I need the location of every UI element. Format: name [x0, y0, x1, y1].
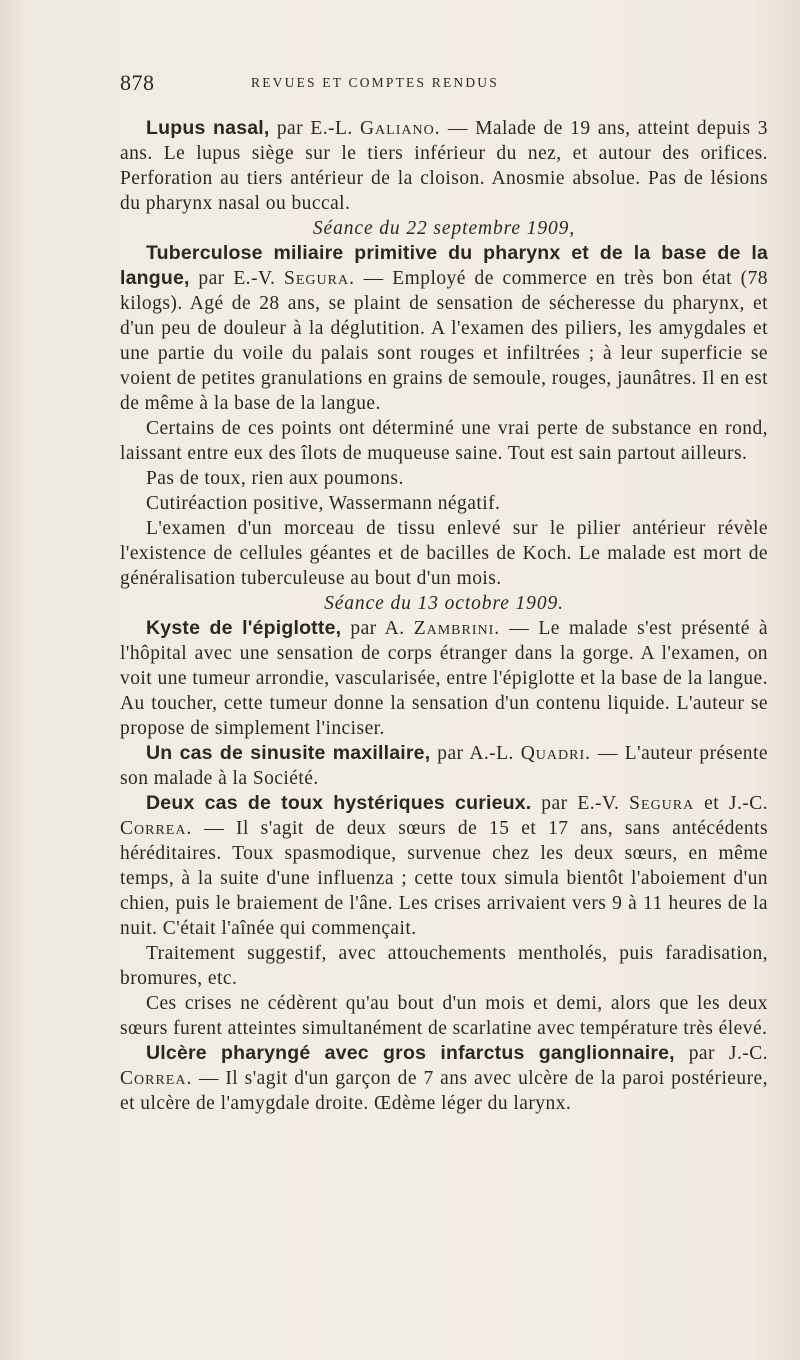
page-body — [120, 116, 768, 1116]
entry-author-prefix: par A.-L. — [437, 743, 514, 764]
entry-text: — Le malade s'est présenté à l'hôpital avec une sensation de corps étranger dans la gorge. A l'examen, on voit une tumeur arrondie, vascularisée, entre l'épiglotte et la base de la langue. Au toucher, cette tumeur donne la sensation d'un contenu liquide. L'auteur se propose de simplement l'inciser. — [120, 618, 769, 739]
page-number: 878 — [120, 70, 155, 95]
page-header — [120, 70, 770, 98]
entry-author: Segura — [629, 793, 695, 814]
entry-tuberculose — [120, 241, 768, 416]
entry-toux — [120, 791, 768, 941]
entry-author-prefix: par A. — [350, 618, 405, 639]
entry-ulcere — [120, 1041, 768, 1116]
paragraph: Traitement suggestif, avec attouchements mentholés, puis faradisation, bromures, etc. — [120, 943, 768, 989]
entry-author-prefix: par E.-V. — [541, 793, 620, 814]
entry-title: Tuberculose miliaire primitive du pharynx et de la base de la langue, — [120, 242, 768, 289]
entry-title: Deux cas de toux hystériques curieux. — [146, 792, 532, 814]
paragraph: Certains de ces points ont déterminé une vrai perte de substance en rond, laissant entre eux des îlots de muqueuse saine. Tout est sain partout ailleurs. — [120, 418, 768, 464]
entry-author: Quadri. — [520, 743, 592, 764]
session-heading: Séance du 13 octobre 1909. — [324, 593, 564, 614]
entry-author: Segura. — [284, 268, 355, 289]
paragraph: L'examen d'un morceau de tissu enlevé sur le pilier antérieur révèle l'existence de cellules géantes et de bacilles de Koch. Le malade est mort de généralisation tuberculeuse au bout d'un mois. — [120, 518, 768, 589]
entry-author-prefix: par J.-C. — [688, 1043, 768, 1064]
entry-author-prefix: par E.-L. — [276, 118, 353, 139]
entry-text: — Employé de commerce en très bon état (78 kilogs). Agé de 28 ans, se plaint de sensation de sécheresse du pharynx, et d'un peu de douleur à la déglutition. A l'examen des piliers, les amygdales et une partie du voile du palais sont rouges et infiltrées ; à leur superficie se voient de petites granulations en grains de semoule, rouges, jaunâtres. Il en est de même à la base de la langue. — [120, 268, 768, 414]
entry-author-prefix: par E.-V. — [198, 268, 276, 289]
entry-kyste — [120, 616, 768, 741]
entry-title: Kyste de l'épiglotte, — [146, 617, 342, 639]
entry-author: Zambrini. — [413, 618, 501, 639]
entry-text: — L'auteur présente son malade à la Société. — [120, 743, 768, 789]
entry-text: — Malade de 19 ans, atteint depuis 3 ans. Le lupus siège sur le tiers inférieur du nez, et autour des orifices. Perforation au tiers antérieur de la cloison. Anosmie absolue. Pas de lésions du pharynx nasal ou buccal. — [120, 118, 768, 214]
entry-title: Un cas de sinusite maxillaire, — [146, 742, 431, 764]
entry-title: Lupus nasal, — [146, 117, 270, 139]
entry-text: — Il s'agit de deux sœurs de 15 et 17 ans, sans antécédents héréditaires. Toux spasmodique, survenue chez les deux sœurs, en même temps, à la suite d'une influenza ; cette toux simula bientôt l'aboiement d'un chien, puis le braiement de l'âne. Les crises arrivaient vers 9 à 11 heures de la nuit. C'était l'aînée qui commençait. — [120, 818, 769, 939]
entry-sinusite — [120, 741, 768, 791]
entry-text: — Il s'agit d'un garçon de 7 ans avec ulcère de la paroi postérieure, et ulcère de l'amygdale droite. Œdème léger du larynx. — [120, 1068, 768, 1114]
paragraph: Cutiréaction positive, Wassermann négatif. — [146, 493, 501, 514]
entry-author-mid: et J.-C. — [704, 793, 768, 814]
running-head: REVUES ET COMPTES RENDUS — [251, 75, 499, 90]
entry-author: Galiano. — [359, 118, 441, 139]
paragraph: Ces crises ne cédèrent qu'au bout d'un mois et demi, alors que les deux sœurs furent atteintes simultanément de scarlatine avec température très élevé. — [120, 993, 768, 1039]
session-heading: Séance du 22 septembre 1909, — [312, 218, 576, 239]
entry-lupus-nasal — [120, 116, 768, 216]
entry-title: Ulcère pharyngé avec gros infarctus ganglionnaire, — [146, 1042, 675, 1064]
entry-author: Correa. — [120, 1068, 193, 1089]
paragraph: Pas de toux, rien aux poumons. — [146, 468, 404, 489]
entry-author: Correa. — [120, 818, 193, 839]
